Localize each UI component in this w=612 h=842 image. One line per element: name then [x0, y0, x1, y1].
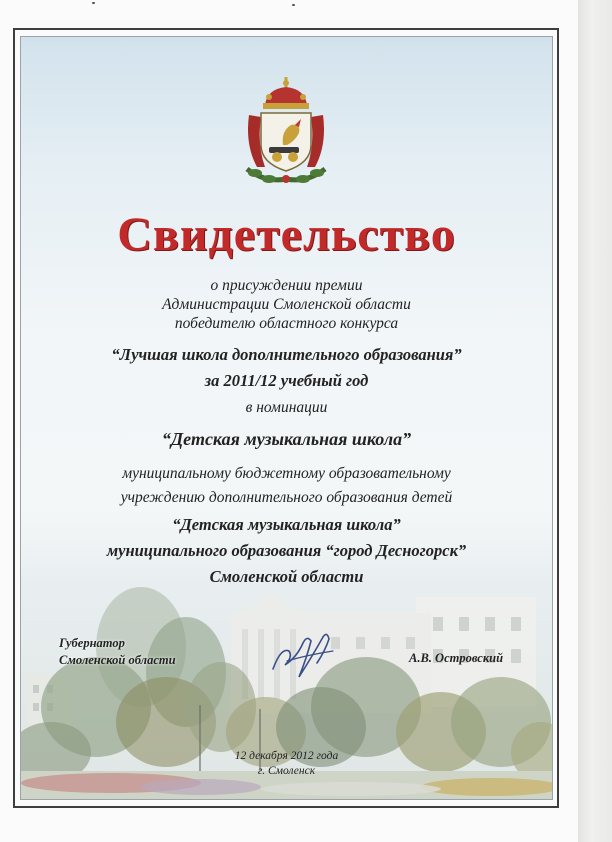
certificate-content — [21, 37, 552, 799]
recipient-municipality: муниципального образования “город Десногорск” — [106, 541, 467, 560]
award-line-2: Администрации Смоленской области — [162, 296, 411, 313]
nomination-label: в номинации — [245, 399, 328, 416]
nomination-name: “Детская музыкальная школа” — [161, 429, 412, 449]
handwritten-signature-icon — [267, 617, 339, 689]
smolensk-coat-of-arms-icon — [235, 75, 337, 187]
recipient-school: “Детская музыкальная школа” — [172, 515, 401, 534]
scan-speck — [92, 2, 95, 4]
signatory-position — [59, 635, 176, 669]
recipient-line-1: муниципальному бюджетному образовательному — [122, 465, 451, 482]
academic-year: за 2011/12 учебный год — [204, 371, 369, 390]
signatory-name: А.В. Островский — [409, 651, 504, 665]
award-line-1: о присуждении премии — [210, 277, 363, 294]
scan-speck — [292, 4, 295, 6]
signatory-title: Губернатор — [59, 636, 125, 650]
crown — [263, 77, 309, 109]
recipient-line-2: учреждению дополнительного образования детей — [120, 489, 453, 506]
recipient-region: Смоленской области — [209, 567, 364, 586]
contest-name: “Лучшая школа дополнительного образования” — [111, 345, 462, 364]
issue-date-block — [21, 749, 552, 779]
award-line-3: победителю областного конкурса — [174, 315, 399, 332]
certificate-title: Свидетельство — [117, 208, 456, 261]
issue-date: 12 декабря 2012 года — [234, 750, 339, 762]
signatory-region: Смоленской области — [59, 653, 176, 667]
scan-edge — [578, 0, 612, 842]
certificate-panel — [20, 36, 553, 800]
issue-place: г. Смоленск — [257, 765, 316, 777]
